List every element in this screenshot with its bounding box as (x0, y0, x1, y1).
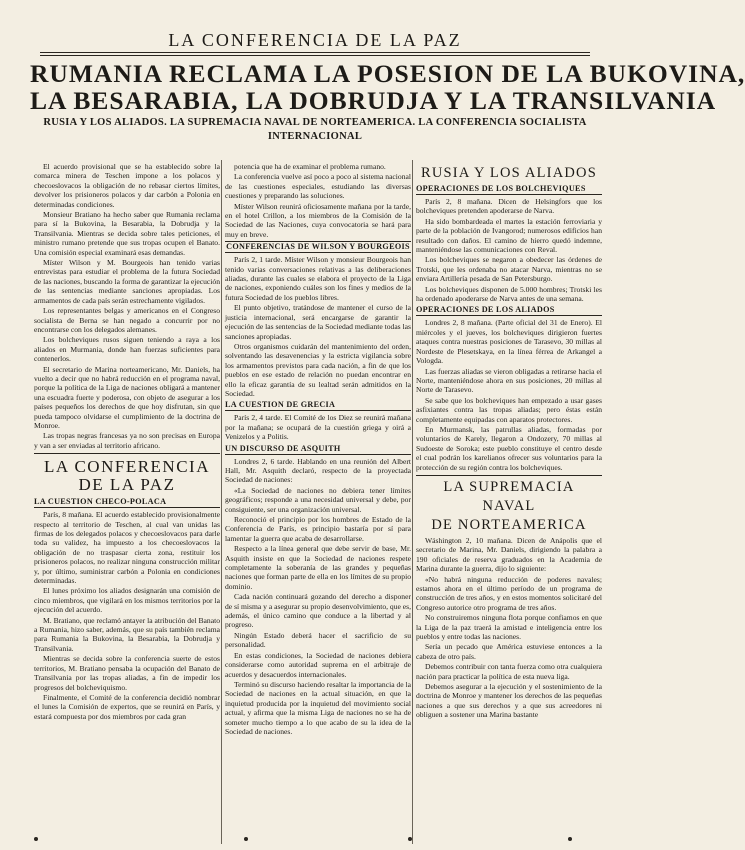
divider (416, 475, 602, 476)
paragraph: Respecto a la línea general que debe servir de base, Mr. Asquith insiste en que la Sociedad de naciones respete completamente la soberanía de las grandes y pequeñas naciones que forman parte de ella en los límites de su propio dominio. (225, 544, 411, 591)
paragraph: El lunes próximo los aliados designarán una comisión de cinco miembros, que vigilará en los mismos territorios por la ejecución del acuerdo. (34, 586, 220, 615)
naval-heading-line-1: LA SUPREMACIA (443, 478, 575, 495)
paragraph: «No habrá ninguna reducción de poderes navales; estamos ahora en el último período de un programa de construcción de tres años, y en estos momentos solicitaré del Congreso autorice otro programa de tres años. (416, 574, 602, 612)
paragraph: Sería un pecado que América estuviese entonces a la cabeza de otro país. (416, 642, 602, 661)
naval-heading-line-2: NAVAL (482, 497, 536, 514)
paragraph: Reconoció el principio por los hombres de Estado de la Conferencia de París, es principio bastaría por sí para lamentar la guerra que acaba de desarrollarse. (225, 515, 411, 543)
column-divider (221, 160, 222, 844)
subheadline: RUSIA Y LOS ALIADOS. LA SUPREMACIA NAVAL DE NORTEAMERICA. LA CONFERENCIA SOCIALISTA INTERNACIONAL (43, 117, 587, 142)
paragraph: Mientras se decida sobre la conferencia suerte de estos territorios, M. Bratiano pensaba la ocupación del Banato de Transilvania por las tropas aliadas, a fin de impedir los progresos del bolcheviquismo. (34, 654, 220, 692)
subheading-checo-polaca: LA CUESTION CHECO-POLACA (34, 497, 220, 508)
paragraph: Londres 2, 6 tarde. Hablando en una reunión del Albert Hall, Mr. Asquith declaró, respecto de la proyectada Sociedad de naciones: (225, 456, 411, 485)
paragraph: potencia que ha de examinar el problema rumano. (234, 162, 386, 171)
russia-heading: RUSIA Y LOS ALIADOS (420, 165, 597, 181)
paragraph: Los bolcheviques rusos siguen teniendo a raya a los aliados en Murmania, donde han fuerzas suficientes para contenerlos. (34, 335, 220, 364)
header-rule-2 (40, 55, 590, 56)
paragraph: Otros organismos cuidarán del mantenimiento del orden, solventando las desavenencias y la estricta vigilancia sobre los armamentos previstos para cada nación, a fin de que los pueblos en ese estado de relación no puedan encontrar en ello la eficaz garantía de su lealtad serán admitidos en la Sociedad. (225, 341, 411, 398)
subheading-wilson-bourgeois: CONFERENCIAS DE WILSON Y BOURGEOIS (226, 242, 410, 252)
naval-heading-line-3: DE NORTEAMERICA (431, 516, 587, 533)
section-header: LA CONFERENCIA DE LA PAZ (168, 30, 462, 50)
paragraph: Debemos asegurar a la ejecución y el sostenimiento de la doctrina de Monroe y mantener los derechos de las pequeñas naciones a que sus derechos y a que sus acreedores ni obliguen a sostener una Marina bastante (416, 682, 602, 720)
paragraph: Wáshington 2, 10 mañana. Dicen de Anápolis que el secretario de Marina, Mr. Daniels, dirigiendo la palabra a 190 oficiales de reserva graduados en la Academia de Marina durante la guerra, dijo lo siguiente: (416, 535, 602, 574)
paragraph: Debemos contribuir con tanta fuerza como otra cualquiera nación para practicar la política de esta nueva liga. (416, 662, 602, 681)
paragraph: El acuerdo provisional que se ha establecido sobre la comarca minera de Teschen impone a los polacos y checoeslovacos la obligación de no rebasar ciertos límites, devolver los prisioneros polacos y dar carbón a Polonia en determinadas condiciones. (34, 162, 220, 209)
header-rule (40, 52, 590, 53)
paragraph: Los representantes belgas y americanos en el Congreso socialista de Berna se han negado a concurrir por no encontrarse con los delegados alemanes. (34, 306, 220, 334)
subheading-grecia: LA CUESTION DE GRECIA (225, 400, 411, 411)
paragraph: Terminó su discurso haciendo resaltar la importancia de la Sociedad de naciones en la actual situación, en que la inquietud producida por la inquietud del movimiento social actual, y afirma que la misma Liga de naciones no se ha de someter mucho tiempo a lo que acabo de su la idea de la Sociedad de naciones. (225, 679, 412, 736)
paragraph: Londres 2, 8 mañana. (Parte oficial del 31 de Enero). El miércoles y el jueves, los bolcheviques dirigieron fuertes ataques contra nuestras posiciones de Tarasevo, 30 millas al Nordeste de Plesetskaya, en la línea férrea de Arkangel a Vologda. (416, 318, 602, 366)
paragraph: «La Sociedad de naciones no debiera tener límites geográficos; responde a una necesidad universal y debe, por consiguiente, ser una organización universal. (225, 485, 411, 514)
page-footer-ornament (30, 836, 600, 842)
main-headline-line-2: LA BESARABIA, LA DOBRUDJA Y LA TRANSILVANIA (30, 86, 717, 115)
paragraph: Los bolcheviques se negaron a obedecer las órdenes de Trotski, que les ordenaba no atacar Narva, mientras no se enviara Artillería pesada de San Petersburgo. (416, 255, 602, 284)
subheading-asquith: UN DISCURSO DE ASQUITH (225, 444, 411, 455)
paragraph: Se sabe que los bolcheviques han empezado a usar gases asfixiantes contra las tropas aliadas; pero éstas están completamente equipadas con aparatos protectores. (416, 395, 602, 424)
paragraph: Ningún Estado deberá hacer el sacrificio de su personalidad. (225, 630, 411, 650)
paragraph: Las fuerzas aliadas se vieron obligadas a retirarse hacia el Norte, manteniéndose ahora en sus posiciones, 20 millas al Norte de Tarasevo. (416, 366, 602, 395)
divider (34, 453, 220, 454)
column-3 (416, 162, 602, 846)
paragraph: En estas condiciones, la Sociedad de naciones debiera considerarse como autoridad suprema en el arbitraje de acuerdos y desacuerdos internacionales. (225, 650, 411, 679)
paragraph: El punto objetivo, tratándose de mantener el curso de la justicia internacional, será encargarse de garantir la ejecución de las sentencias de la Sociedad mediante todas las sanciones apropiadas. (225, 303, 411, 341)
paragraph: En Murmansk, las patrullas aliadas, formadas por voluntarios de Karely, llegaron a Ondozery, 70 millas al Sudoeste de Soroka; este pueblo constituye el centro desde el cual podrán los karelianos ofrecer sus voluntarios para la protección de su región contra los bolcheviques. (416, 424, 602, 472)
paragraph: París 2, 4 tarde. El Comité de los Diez se reunirá mañana por la mañana; se ocupará de la cuestión griega y oirá a Venizelos y a Politis. (225, 413, 411, 442)
paragraph: Finalmente, el Comité de la conferencia decidió nombrar el lunes la Comisión de expertos, que se reunirá en París, y estará compuesta por dos miembros por cada gran (34, 692, 220, 721)
paragraph: La conferencia vuelve así poco a poco al sistema nacional de las cuestiones especiales, estudiando las diversas cuestiones y preparando las soluciones. (225, 172, 411, 201)
main-headline-line-1: RUMANIA RECLAMA LA POSESION DE LA BUKOVINA, (30, 59, 745, 88)
paragraph: Míster Wilson reunirá oficiosamente mañana por la tarde, en el hotel Crillon, a los miembros de la Comisión de la Sociedad de las Naciones, cuya convocatoria se hará para muy en breve. (225, 201, 411, 239)
column-divider (412, 160, 413, 844)
paragraph: El secretario de Marina norteamericano, Mr. Daniels, ha vuelto a decir que no habrá reducción en el programa naval, porque la política de la Liga de naciones obligará a mantener una escuadra fuerte y poderosa, con objeto de asegurar a los países pequeños los derechos de que hoy disfrutan, sin que pueda tampoco olvidarse el cumplimiento de la doctrina de Monroe. (34, 364, 220, 430)
subheading-operaciones-bolcheviques: OPERACIONES DE LOS BOLCHEVIQUES (416, 184, 602, 195)
paragraph: No construiremos ninguna flota porque confiamos en que la Liga de la paz traerá la amistad e inteligencia entre los pueblos y entre todas las naciones. (416, 613, 602, 642)
paragraph: Los bolcheviques disponen de 5.000 hombres; Trotski les ha ordenado apoderarse de Narva antes de una semana. (416, 284, 602, 304)
paragraph: Monsieur Bratiano ha hecho saber que Rumania reclama para sí la Bukovina, la Besarabia, la Dobrudja y la Transilvania. Mientras se decida sobre tales peticiones, el ministro rumano pretende que sus tropas ocupen el Banato. Una comisión especial examinará esas demandas. (34, 210, 220, 257)
paragraph: París 2, 8 mañana. Dicen de Helsingfors que los bolcheviques pretenden apoderarse de Narva. (416, 197, 602, 216)
paragraph: M. Bratiano, que reclamó antayer la atribución del Banato a Rumania, hizo saber, además, que su país también reclama para Rumania la Bukovina, la Besarabia, la Dobrudja y Transilvania. (34, 615, 220, 653)
column-2 (225, 162, 411, 846)
paragraph: Míster Wilson y M. Bourgeois han tenido varias entrevistas para estudiar el problema de la futura Sociedad de las naciones, buscando la forma de garantizar la ejecución de las sentencias mediante sanciones apropiadas. Los armamentos de cada país serán estrechamente vigilados. (34, 258, 220, 305)
conference-heading: LA CONFERENCIA DE LA PAZ (44, 457, 210, 495)
paragraph: Cada nación continuará gozando del derecho a disponer de sí misma y a asegurar su propio desenvolvimiento, que es, además, el único camino que conduce a la libertad y al progreso. (225, 592, 412, 630)
paragraph: Las tropas negras francesas ya no son precisas en Europa y van a ser enviadas al territorio africano. (34, 431, 220, 450)
paragraph: París 2, 1 tarde. Míster Wilson y monsieur Bourgeois han tenido varias conversaciones relativas a las deliberaciones aliadas, durante las cuales se elabora el proyecto de la Liga de naciones, exponiendo cuáles son los fines y medios de la futura Sociedad de los pueblos libres. (225, 255, 411, 302)
paragraph: París, 8 mañana. El acuerdo establecido provisionalmente respecto al territorio de Teschen, al cual van unidas las firmas de los delegados polacos y checoeslovacos para darle toda su validez, ha impuesto a los checoeslovacos la obligación de no traspasar cierta zona, restituir los prisioneros polacos, no realizar ninguna construcción militar y, por último, suministrar carbón a Polonia en condiciones determinadas. (34, 510, 220, 586)
subheading-operaciones-aliados: OPERACIONES DE LOS ALIADOS (416, 305, 602, 316)
column-1 (34, 162, 220, 846)
paragraph: Ha sido bombardeada el martes la estación ferroviaria y parte de la población de Ivangorod; numerosos edificios han resultado con daños. El camino de hierro quedó indemne, manteniéndose las comunicaciones con Reval. (416, 216, 602, 255)
